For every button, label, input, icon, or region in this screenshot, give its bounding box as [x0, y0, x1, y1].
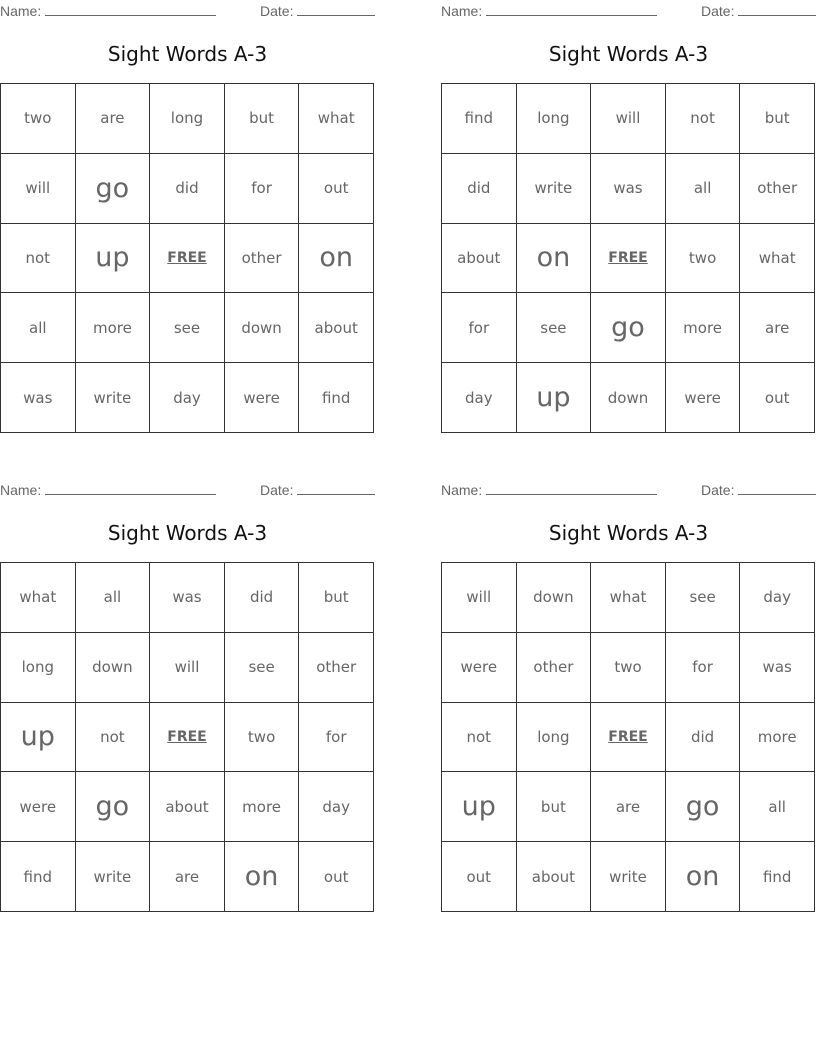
word-cell[interactable]: two: [666, 224, 741, 294]
date-label: Date:: [260, 3, 294, 19]
bingo-grid: [441, 562, 815, 912]
word-cell[interactable]: two: [225, 703, 300, 773]
card-title: Sight Words A-3: [107, 521, 268, 545]
word-cell[interactable]: long: [517, 84, 592, 154]
word-cell[interactable]: about: [299, 293, 374, 363]
free-space-cell[interactable]: FREE: [150, 224, 225, 294]
card-title: Sight Words A-3: [107, 42, 268, 66]
word-cell[interactable]: see: [666, 563, 741, 633]
word-cell[interactable]: was: [1, 363, 76, 433]
word-cell[interactable]: all: [76, 563, 151, 633]
card-title: Sight Words A-3: [548, 42, 709, 66]
word-cell[interactable]: find: [442, 84, 517, 154]
word-cell[interactable]: was: [150, 563, 225, 633]
bingo-grid: [0, 83, 374, 433]
word-cell[interactable]: on: [666, 842, 741, 912]
date-blank-line[interactable]: [297, 481, 375, 495]
word-cell[interactable]: find: [299, 363, 374, 433]
word-cell[interactable]: will: [442, 563, 517, 633]
word-cell[interactable]: see: [517, 293, 592, 363]
free-space-cell[interactable]: FREE: [591, 224, 666, 294]
word-cell[interactable]: on: [225, 842, 300, 912]
word-cell[interactable]: but: [299, 563, 374, 633]
name-label: Name:: [0, 3, 42, 19]
card-header: [441, 479, 816, 501]
word-cell[interactable]: did: [150, 154, 225, 224]
word-cell[interactable]: down: [591, 363, 666, 433]
name-blank-line[interactable]: [45, 481, 216, 495]
word-cell[interactable]: were: [666, 363, 741, 433]
word-cell[interactable]: write: [76, 842, 151, 912]
word-cell[interactable]: down: [76, 633, 151, 703]
date-field: [701, 481, 816, 498]
date-label: Date:: [701, 3, 735, 19]
word-cell[interactable]: long: [1, 633, 76, 703]
word-cell[interactable]: out: [299, 154, 374, 224]
word-cell[interactable]: what: [1, 563, 76, 633]
name-blank-line[interactable]: [486, 2, 657, 16]
word-cell[interactable]: all: [1, 293, 76, 363]
name-label: Name:: [441, 482, 483, 498]
word-cell[interactable]: write: [76, 363, 151, 433]
word-cell[interactable]: did: [442, 154, 517, 224]
bingo-grid: [0, 562, 374, 912]
bingo-card-2: [441, 0, 816, 435]
word-cell[interactable]: not: [442, 703, 517, 773]
word-cell[interactable]: not: [666, 84, 741, 154]
word-cell[interactable]: go: [666, 772, 741, 842]
word-cell[interactable]: will: [591, 84, 666, 154]
free-space-cell[interactable]: FREE: [591, 703, 666, 773]
word-cell[interactable]: write: [517, 154, 592, 224]
word-cell[interactable]: are: [740, 293, 815, 363]
word-cell[interactable]: go: [76, 154, 151, 224]
word-cell[interactable]: day: [299, 772, 374, 842]
name-field: [441, 2, 657, 19]
word-cell[interactable]: for: [225, 154, 300, 224]
word-cell[interactable]: are: [150, 842, 225, 912]
word-cell[interactable]: out: [299, 842, 374, 912]
word-cell[interactable]: see: [225, 633, 300, 703]
name-field: [0, 481, 216, 498]
word-cell[interactable]: on: [517, 224, 592, 294]
word-cell[interactable]: not: [1, 224, 76, 294]
word-cell[interactable]: down: [225, 293, 300, 363]
word-cell[interactable]: but: [517, 772, 592, 842]
date-label: Date:: [260, 482, 294, 498]
word-cell[interactable]: but: [740, 84, 815, 154]
date-field: [701, 2, 816, 19]
word-cell[interactable]: not: [76, 703, 151, 773]
word-cell[interactable]: were: [442, 633, 517, 703]
word-cell[interactable]: go: [76, 772, 151, 842]
word-cell[interactable]: up: [442, 772, 517, 842]
name-blank-line[interactable]: [45, 2, 216, 16]
word-cell[interactable]: other: [517, 633, 592, 703]
free-space-cell[interactable]: FREE: [150, 703, 225, 773]
word-cell[interactable]: other: [740, 154, 815, 224]
word-cell[interactable]: what: [740, 224, 815, 294]
word-cell[interactable]: for: [666, 633, 741, 703]
word-cell[interactable]: about: [517, 842, 592, 912]
word-cell[interactable]: what: [299, 84, 374, 154]
word-cell[interactable]: will: [1, 154, 76, 224]
word-cell[interactable]: all: [666, 154, 741, 224]
word-cell[interactable]: more: [666, 293, 741, 363]
bingo-card-4: [441, 479, 816, 914]
word-cell[interactable]: go: [591, 293, 666, 363]
word-cell[interactable]: did: [666, 703, 741, 773]
word-cell[interactable]: were: [1, 772, 76, 842]
word-cell[interactable]: out: [740, 363, 815, 433]
card-title: Sight Words A-3: [548, 521, 709, 545]
word-cell[interactable]: will: [150, 633, 225, 703]
date-blank-line[interactable]: [297, 2, 375, 16]
word-cell[interactable]: find: [1, 842, 76, 912]
card-header: [0, 479, 375, 501]
word-cell[interactable]: out: [442, 842, 517, 912]
name-blank-line[interactable]: [486, 481, 657, 495]
date-blank-line[interactable]: [738, 2, 816, 16]
word-cell[interactable]: all: [740, 772, 815, 842]
word-cell[interactable]: was: [740, 633, 815, 703]
word-cell[interactable]: more: [225, 772, 300, 842]
word-cell[interactable]: but: [225, 84, 300, 154]
word-cell[interactable]: for: [299, 703, 374, 773]
word-cell[interactable]: was: [591, 154, 666, 224]
word-cell[interactable]: day: [442, 363, 517, 433]
word-cell[interactable]: long: [150, 84, 225, 154]
date-label: Date:: [701, 482, 735, 498]
name-field: [0, 2, 216, 19]
word-cell[interactable]: day: [150, 363, 225, 433]
word-cell[interactable]: find: [740, 842, 815, 912]
name-field: [441, 481, 657, 498]
word-cell[interactable]: day: [740, 563, 815, 633]
word-cell[interactable]: what: [591, 563, 666, 633]
word-cell[interactable]: long: [517, 703, 592, 773]
card-header: [441, 0, 816, 22]
name-label: Name:: [441, 3, 483, 19]
word-cell[interactable]: more: [76, 293, 151, 363]
card-header: [0, 0, 375, 22]
word-cell[interactable]: write: [591, 842, 666, 912]
word-cell[interactable]: two: [1, 84, 76, 154]
word-cell[interactable]: two: [591, 633, 666, 703]
word-cell[interactable]: are: [591, 772, 666, 842]
name-label: Name:: [0, 482, 42, 498]
bingo-card-1: [0, 0, 375, 435]
date-field: [260, 2, 375, 19]
date-blank-line[interactable]: [738, 481, 816, 495]
word-cell[interactable]: more: [740, 703, 815, 773]
word-cell[interactable]: up: [76, 224, 151, 294]
word-cell[interactable]: were: [225, 363, 300, 433]
word-cell[interactable]: about: [442, 224, 517, 294]
word-cell[interactable]: see: [150, 293, 225, 363]
word-cell[interactable]: did: [225, 563, 300, 633]
word-cell[interactable]: up: [517, 363, 592, 433]
date-field: [260, 481, 375, 498]
word-cell[interactable]: down: [517, 563, 592, 633]
word-cell[interactable]: are: [76, 84, 151, 154]
bingo-card-3: [0, 479, 375, 914]
word-cell[interactable]: other: [299, 633, 374, 703]
word-cell[interactable]: up: [1, 703, 76, 773]
word-cell[interactable]: on: [299, 224, 374, 294]
bingo-grid: [441, 83, 815, 433]
word-cell[interactable]: other: [225, 224, 300, 294]
word-cell[interactable]: for: [442, 293, 517, 363]
word-cell[interactable]: about: [150, 772, 225, 842]
